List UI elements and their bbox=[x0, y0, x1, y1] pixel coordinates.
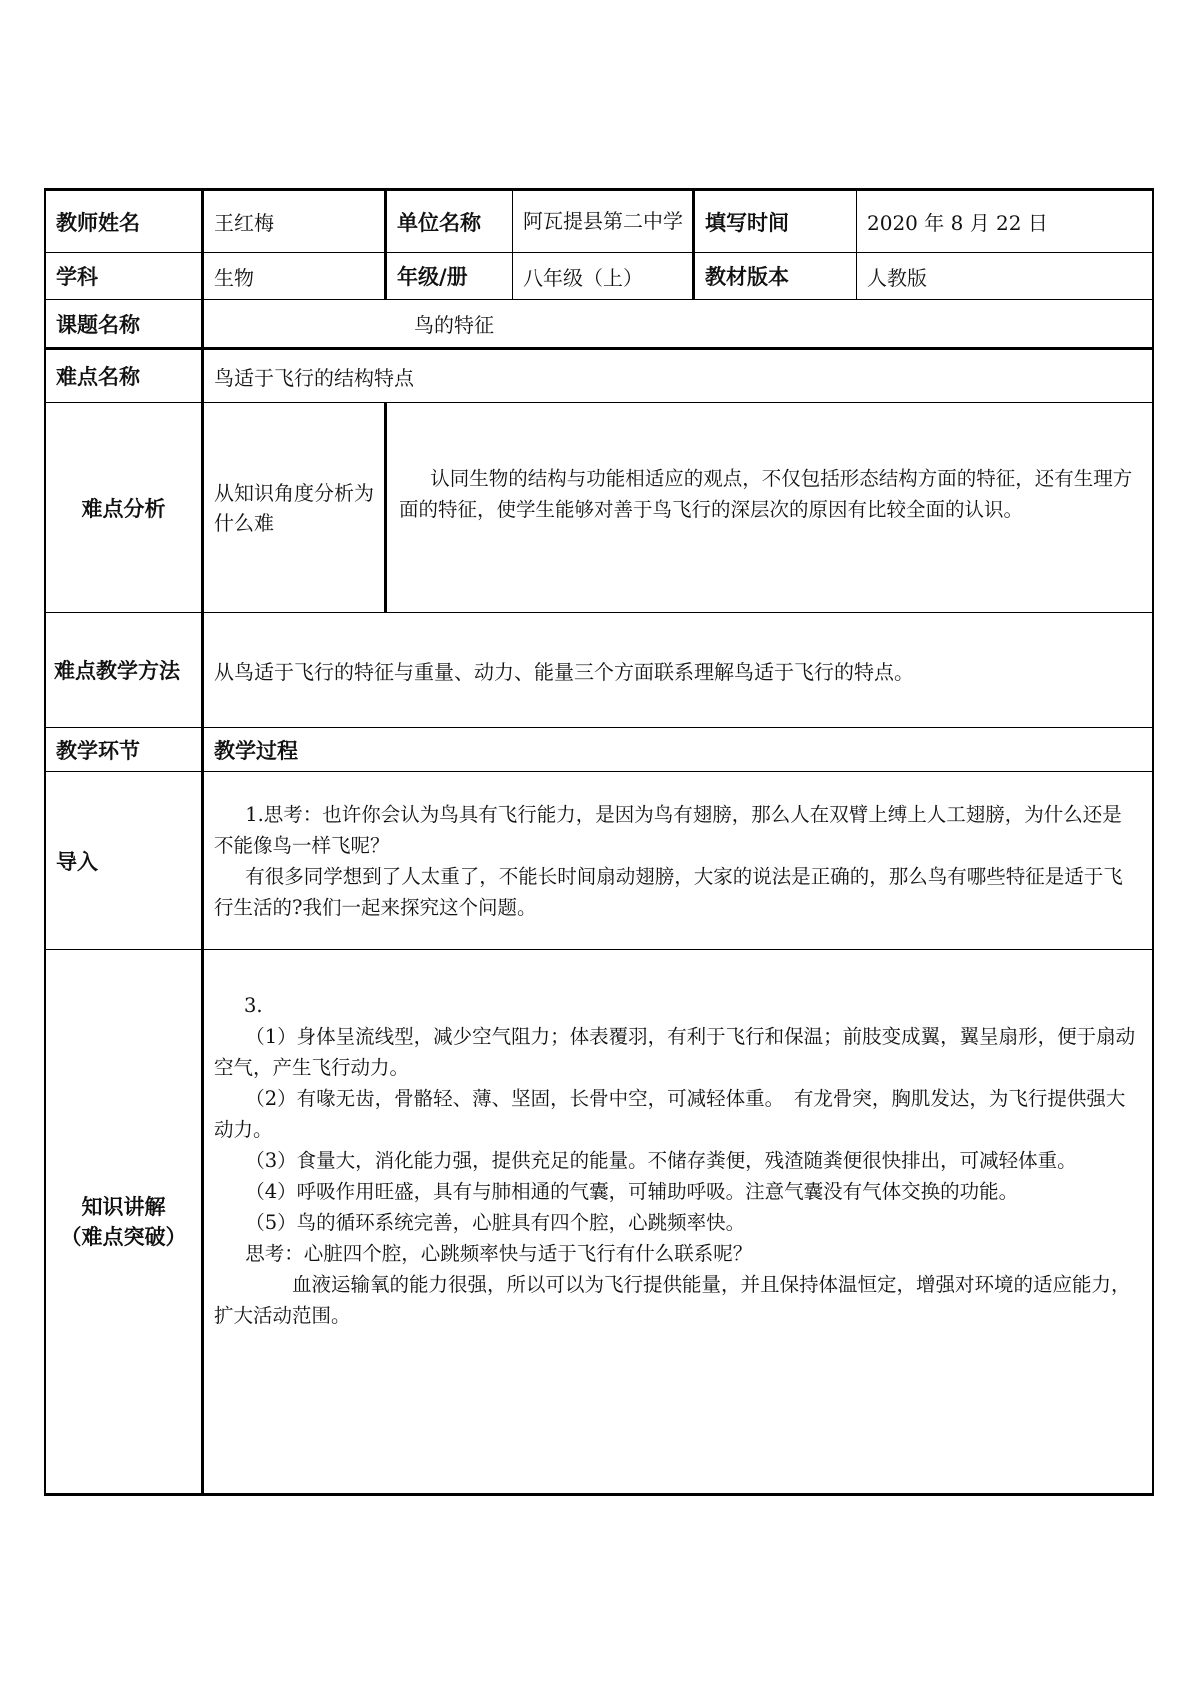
grade-value: 八年级（上） bbox=[512, 253, 692, 299]
grade-label: 年级/册 bbox=[384, 253, 512, 299]
intro-paragraph-1: 1.思考：也许你会认为鸟具有飞行能力，是因为鸟有翅膀，那么人在双臂上缚上人工翅膀，为什么还是不能像鸟一样飞呢？ bbox=[214, 802, 1122, 857]
difficulty-value: 鸟适于飞行的结构特点 bbox=[201, 350, 1152, 402]
teacher-value: 王红梅 bbox=[201, 191, 384, 252]
edition-value: 人教版 bbox=[856, 253, 1152, 299]
intro-paragraph-2: 有很多同学想到了人太重了，不能长时间扇动翅膀，大家的说法是正确的，那么鸟有哪些特征是适于飞行生活的?我们一起来探究这个问题。 bbox=[214, 864, 1123, 919]
analysis-text-cell bbox=[384, 403, 1152, 612]
knowledge-text-cell bbox=[201, 950, 1152, 1493]
knowledge-number: 3. bbox=[244, 994, 263, 1017]
method-text: 从鸟适于飞行的特征与重量、动力、能量三个方面联系理解鸟适于飞行的特点。 bbox=[201, 613, 1152, 727]
topic-value: 鸟的特征 bbox=[201, 300, 1152, 347]
knowledge-think: 思考：心脏四个腔，心跳频率快与适于飞行有什么联系呢？ bbox=[245, 1242, 753, 1265]
knowledge-label-line-1: 知识讲解 bbox=[81, 1194, 166, 1219]
row-topic bbox=[46, 300, 1152, 348]
edition-label: 教材版本 bbox=[692, 253, 856, 299]
knowledge-item-2: （2）有喙无齿，骨骼轻、薄、坚固，长骨中空，可减轻体重。 有龙骨突，胸肌发达，为飞行提供强大动力。 bbox=[214, 1087, 1126, 1141]
subject-label: 学科 bbox=[56, 265, 98, 289]
knowledge-answer: 血液运输氧的能力很强，所以可以为飞行提供能量，并且保持体温恒定，增强对环境的适应能力，扩大活动范围。 bbox=[214, 1273, 1131, 1327]
teacher-label: 教师姓名 bbox=[56, 210, 140, 235]
knowledge-label-line-2: （难点突破） bbox=[60, 1224, 187, 1249]
row-difficulty bbox=[46, 348, 1152, 403]
date-label: 填写时间 bbox=[692, 191, 856, 252]
knowledge-label bbox=[46, 950, 201, 1493]
analysis-text: 认同生物的结构与功能相适应的观点，不仅包括形态结构方面的特征，还有生理方面的特征，使学生能够对善于鸟飞行的深层次的原因有比较全面的认识。 bbox=[399, 467, 1133, 521]
lesson-plan-table bbox=[44, 188, 1154, 1496]
row-subject-info bbox=[46, 253, 1152, 300]
topic-label: 课题名称 bbox=[56, 312, 140, 337]
date-value: 2020 年 8 月 22 日 bbox=[856, 191, 1152, 252]
row-method bbox=[46, 613, 1152, 728]
row-knowledge bbox=[46, 950, 1152, 1493]
method-label: 难点教学方法 bbox=[54, 659, 180, 683]
knowledge-item-3: （3）食量大，消化能力强，提供充足的能量。不储存粪便，残渣随粪便很快排出，可减轻体重。 bbox=[245, 1149, 1077, 1172]
knowledge-item-1: （1）身体呈流线型，减少空气阻力；体表覆羽，有利于飞行和保温；前肢变成翼，翼呈扇形，便于扇动空气，产生飞行动力。 bbox=[214, 1025, 1136, 1079]
row-process-header bbox=[46, 728, 1152, 772]
row-teacher-info bbox=[46, 191, 1152, 253]
process-step-label: 教学环节 bbox=[56, 738, 140, 763]
knowledge-item-4: （4）呼吸作用旺盛，具有与肺相通的气囊，可辅助呼吸。注意气囊没有气体交换的功能。 bbox=[245, 1180, 1019, 1203]
intro-label: 导入 bbox=[56, 849, 98, 874]
analysis-sublabel: 从知识角度分析为什么难 bbox=[201, 403, 384, 612]
unit-value: 阿瓦提县第二中学 bbox=[512, 191, 692, 252]
subject-value: 生物 bbox=[201, 253, 384, 299]
intro-text-cell bbox=[201, 772, 1152, 949]
analysis-label: 难点分析 bbox=[81, 496, 166, 521]
row-analysis bbox=[46, 403, 1152, 613]
unit-label: 单位名称 bbox=[384, 191, 512, 252]
process-label: 教学过程 bbox=[201, 728, 1152, 771]
knowledge-item-5: （5）鸟的循环系统完善，心脏具有四个腔，心跳频率快。 bbox=[245, 1211, 746, 1234]
row-intro bbox=[46, 772, 1152, 950]
difficulty-label: 难点名称 bbox=[56, 365, 140, 389]
